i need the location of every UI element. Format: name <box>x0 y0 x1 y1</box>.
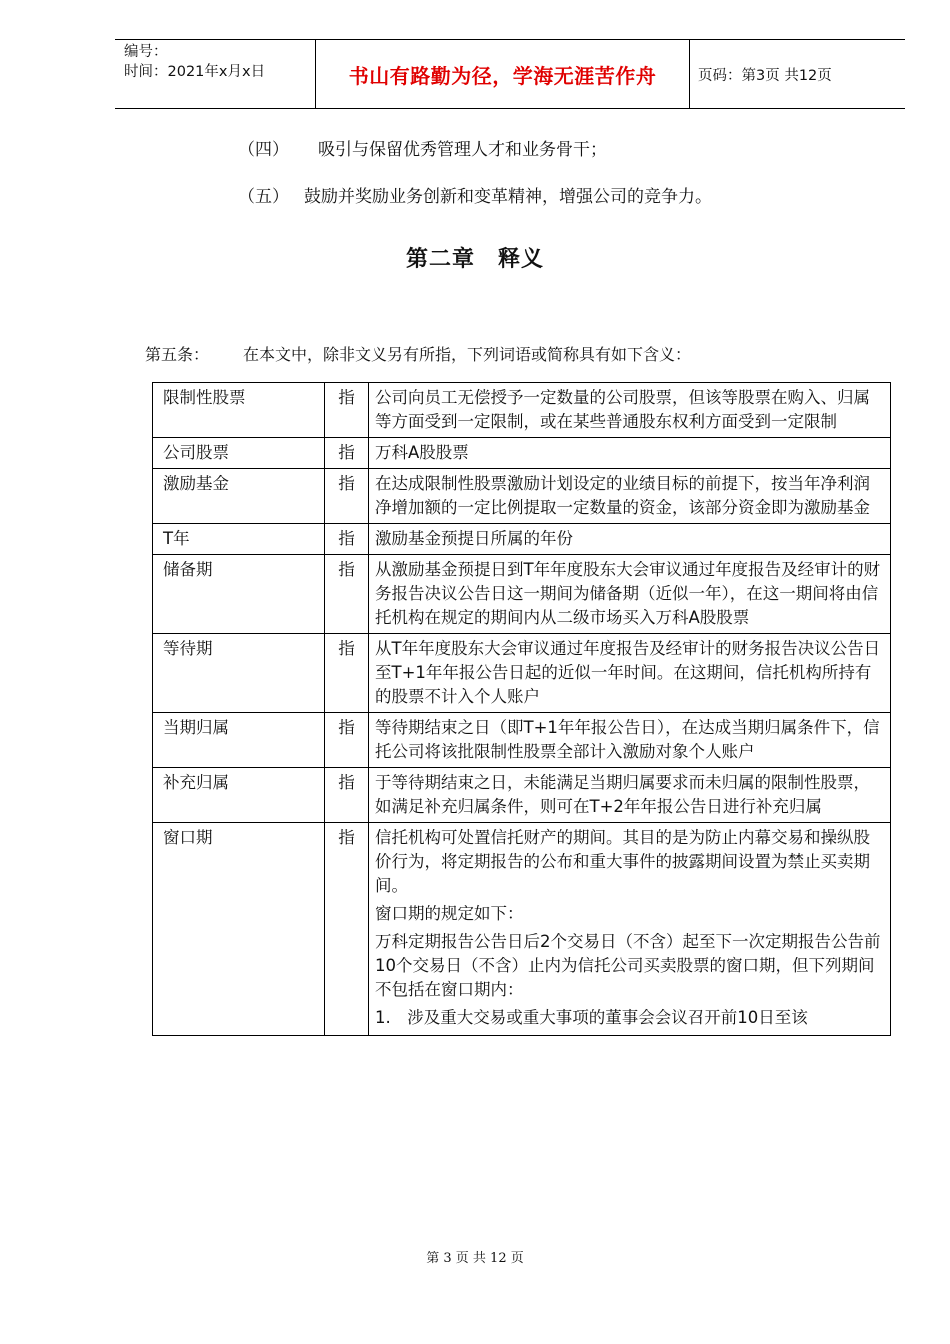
page-header <box>115 39 905 109</box>
definition-marker: 指 <box>325 768 369 823</box>
definition-description <box>369 438 891 469</box>
definition-paragraph: 万科A股股票 <box>375 443 469 462</box>
article-label: 第五条： <box>145 345 210 364</box>
definitions-table <box>152 382 891 1036</box>
page-footer: 第 3 页 共 12 页 <box>426 1251 524 1266</box>
definition-marker: 指 <box>325 634 369 713</box>
definition-term: 当期归属 <box>153 713 325 768</box>
definition-row <box>153 469 891 524</box>
definition-marker: 指 <box>325 524 369 555</box>
definition-paragraph: 在达成限制性股票激励计划设定的业绩目标的前提下，按当年净利润净增加额的一定比例提取一定数量的资金，该部分资金即为激励基金 <box>375 474 870 517</box>
definition-marker: 指 <box>325 438 369 469</box>
definition-row <box>153 555 891 634</box>
definition-paragraph: 于等待期结束之日，未能满足当期归属要求而未归属的限制性股票，如满足补充归属条件，则可在T+2年年报公告日进行补充归属 <box>375 773 870 816</box>
article-intro <box>145 342 691 365</box>
definition-paragraph: 等待期结束之日（即T+1年年报公告日），在达成当期归属条件下，信托公司将该批限制性股票全部计入激励对象个人账户 <box>375 718 880 761</box>
definition-marker: 指 <box>325 383 369 438</box>
definition-description <box>369 383 891 438</box>
list-number: （四） <box>238 140 289 160</box>
definition-description <box>369 713 891 768</box>
definition-paragraph: 万科定期报告公告日后2个交易日（不含）起至下一次定期报告公告前10个交易日（不含）止内为信托公司买卖股票的窗口期，但下列期间不包括在窗口期内： <box>375 932 881 999</box>
definition-row <box>153 524 891 555</box>
definition-description <box>369 555 891 634</box>
definition-paragraph: 窗口期的规定如下： <box>375 904 524 923</box>
definition-paragraph: 激励基金预提日所属的年份 <box>375 529 573 548</box>
definition-term: T年 <box>153 524 325 555</box>
serial-label: 编号： <box>124 44 168 60</box>
definition-term: 储备期 <box>153 555 325 634</box>
chapter-title: 第二章 释义 <box>405 246 544 272</box>
definition-marker: 指 <box>325 823 369 1036</box>
page-label: 页码：第3页 共12页 <box>698 67 832 84</box>
definition-row <box>153 383 891 438</box>
motto-text: 书山有路勤为径，学海无涯苦作舟 <box>348 63 657 88</box>
definition-continued-line: 1. 涉及重大交易或重大事项的董事会会议召开前10日至该 <box>375 1008 808 1027</box>
list-text: 鼓励并奖励业务创新和变革精神，增强公司的竞争力。 <box>304 187 712 207</box>
definition-row <box>153 823 891 1036</box>
definition-term: 补充归属 <box>153 768 325 823</box>
definition-paragraph: 从激励基金预提日到T年年度股东大会审议通过年度报告及经审计的财务报告决议公告日这一期间为储备期（近似一年），在这一期间将由信托机构在规定的期间内从二级市场买入万科A股股票 <box>375 560 881 627</box>
definition-description <box>369 768 891 823</box>
article-text: 在本文中，除非文义另有所指，下列词语或简称具有如下含义： <box>243 345 692 364</box>
definition-description <box>369 524 891 555</box>
definition-term: 公司股票 <box>153 438 325 469</box>
definition-row <box>153 768 891 823</box>
definition-marker: 指 <box>325 713 369 768</box>
list-text: 吸引与保留优秀管理人才和业务骨干； <box>318 140 607 160</box>
definition-paragraph: 信托机构可处置信托财产的期间。其目的是为防止内幕交易和操纵股价行为，将定期报告的公布和重大事件的披露期间设置为禁止买卖期间。 <box>375 828 870 895</box>
definition-row <box>153 634 891 713</box>
definition-term: 激励基金 <box>153 469 325 524</box>
definition-description <box>369 634 891 713</box>
definition-description <box>369 823 891 1036</box>
header-motto <box>316 40 690 108</box>
definition-description <box>369 469 891 524</box>
time-label: 时间：2021年x月x日 <box>124 64 266 80</box>
definition-term: 窗口期 <box>153 823 325 1036</box>
definition-term: 等待期 <box>153 634 325 713</box>
definition-marker: 指 <box>325 469 369 524</box>
list-number: （五） <box>238 187 289 207</box>
definition-term: 限制性股票 <box>153 383 325 438</box>
header-page <box>690 40 905 108</box>
header-meta <box>115 40 316 108</box>
definition-paragraph: 从T年年度股东大会审议通过年度报告及经审计的财务报告决议公告日至T+1年年报公告日起的近似一年时间。在这期间，信托机构所持有的股票不计入个人账户 <box>375 639 881 706</box>
definition-row <box>153 438 891 469</box>
definition-marker: 指 <box>325 555 369 634</box>
definition-row <box>153 713 891 768</box>
definition-paragraph: 公司向员工无偿授予一定数量的公司股票，但该等股票在购入、归属等方面受到一定限制，或在某些普通股东权利方面受到一定限制 <box>375 388 870 431</box>
